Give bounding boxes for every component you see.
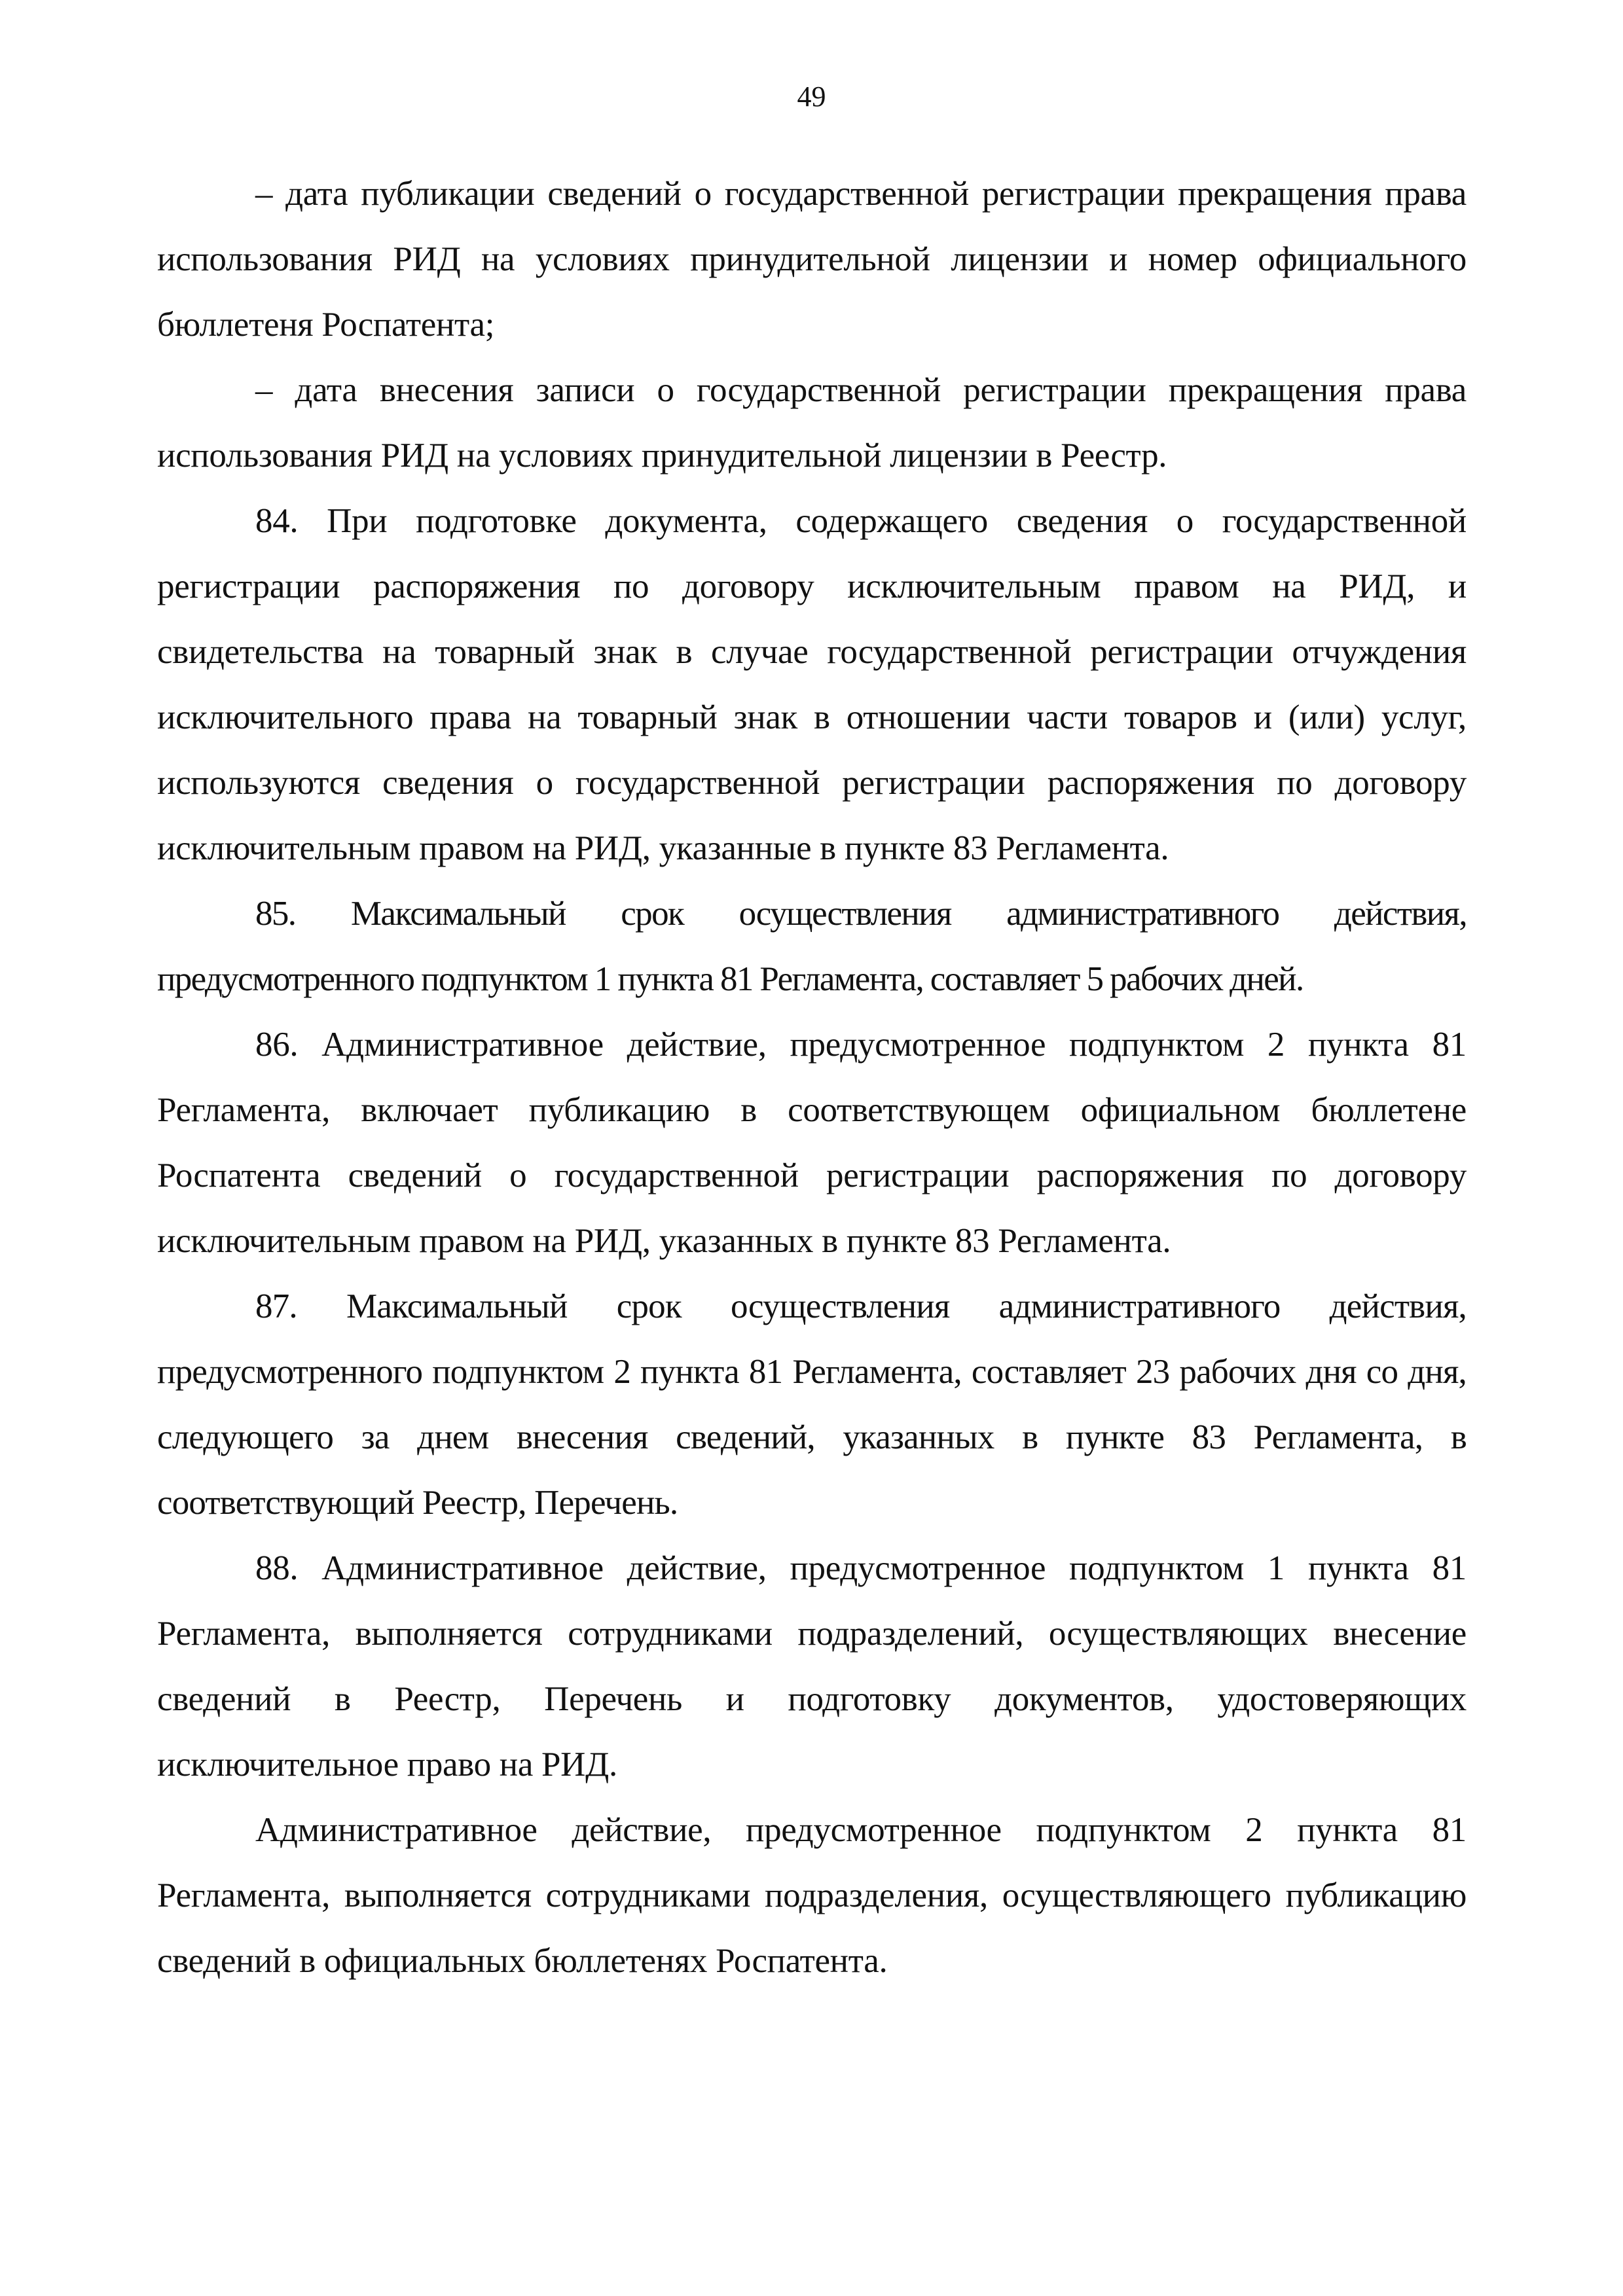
paragraph-86: 86. Административное действие, предусмотренное подпунктом 2 пункта 81 Регламента, включает публикацию в соответствующем официальном бюллетене Роспатента сведений о государственной регистрации распоряжения по договору исключительным правом на РИД, указанных в пункте 83 Регламента.: [157, 1026, 1467, 1260]
paragraph-88-continuation: Административное действие, предусмотренное подпунктом 2 пункта 81 Регламента, выполняется сотрудниками подразделения, осуществляющего публикацию сведений в официальных бюллетенях Роспатента.: [157, 1811, 1467, 1980]
page-number: 49: [797, 81, 826, 113]
paragraph-84: 84. При подготовке документа, содержащего сведения о государственной регистрации распоряжения по договору исключительным правом на РИД, и свидетельства на товарный знак в случае государственной регистрации отчуждения исключительного права на товарный знак в отношении части товаров и (или) услуг, используются сведения о государственной регистрации распоряжения по договору исключительным правом на РИД, указанные в пункте 83 Регламента.: [157, 502, 1467, 867]
paragraph-publication-date: – дата публикации сведений о государственной регистрации прекращения права использования РИД на условиях принудительной лицензии и номер официального бюллетеня Роспатента;: [157, 175, 1467, 344]
paragraph-85: 85. Максимальный срок осуществления административного действия, предусмотренного подпунктом 1 пункта 81 Регламента, составляет 5 рабочих дней.: [157, 895, 1467, 998]
document-body: [157, 161, 1467, 1994]
paragraph-88: 88. Административное действие, предусмотренное подпунктом 1 пункта 81 Регламента, выполняется сотрудниками подразделений, осуществляющих внесение сведений в Реестр, Перечень и подготовку документов, удостоверяющих исключительное право на РИД.: [157, 1549, 1467, 1784]
paragraph-registry-entry-date: – дата внесения записи о государственной регистрации прекращения права использования РИД на условиях принудительной лицензии в Реестр.: [157, 371, 1467, 475]
paragraph-87: 87. Максимальный срок осуществления административного действия, предусмотренного подпунктом 2 пункта 81 Регламента, составляет 23 рабочих дня со дня, следующего за днем внесения сведений, указанных в пункте 83 Регламента, в соответствующий Реестр, Перечень.: [157, 1287, 1467, 1522]
